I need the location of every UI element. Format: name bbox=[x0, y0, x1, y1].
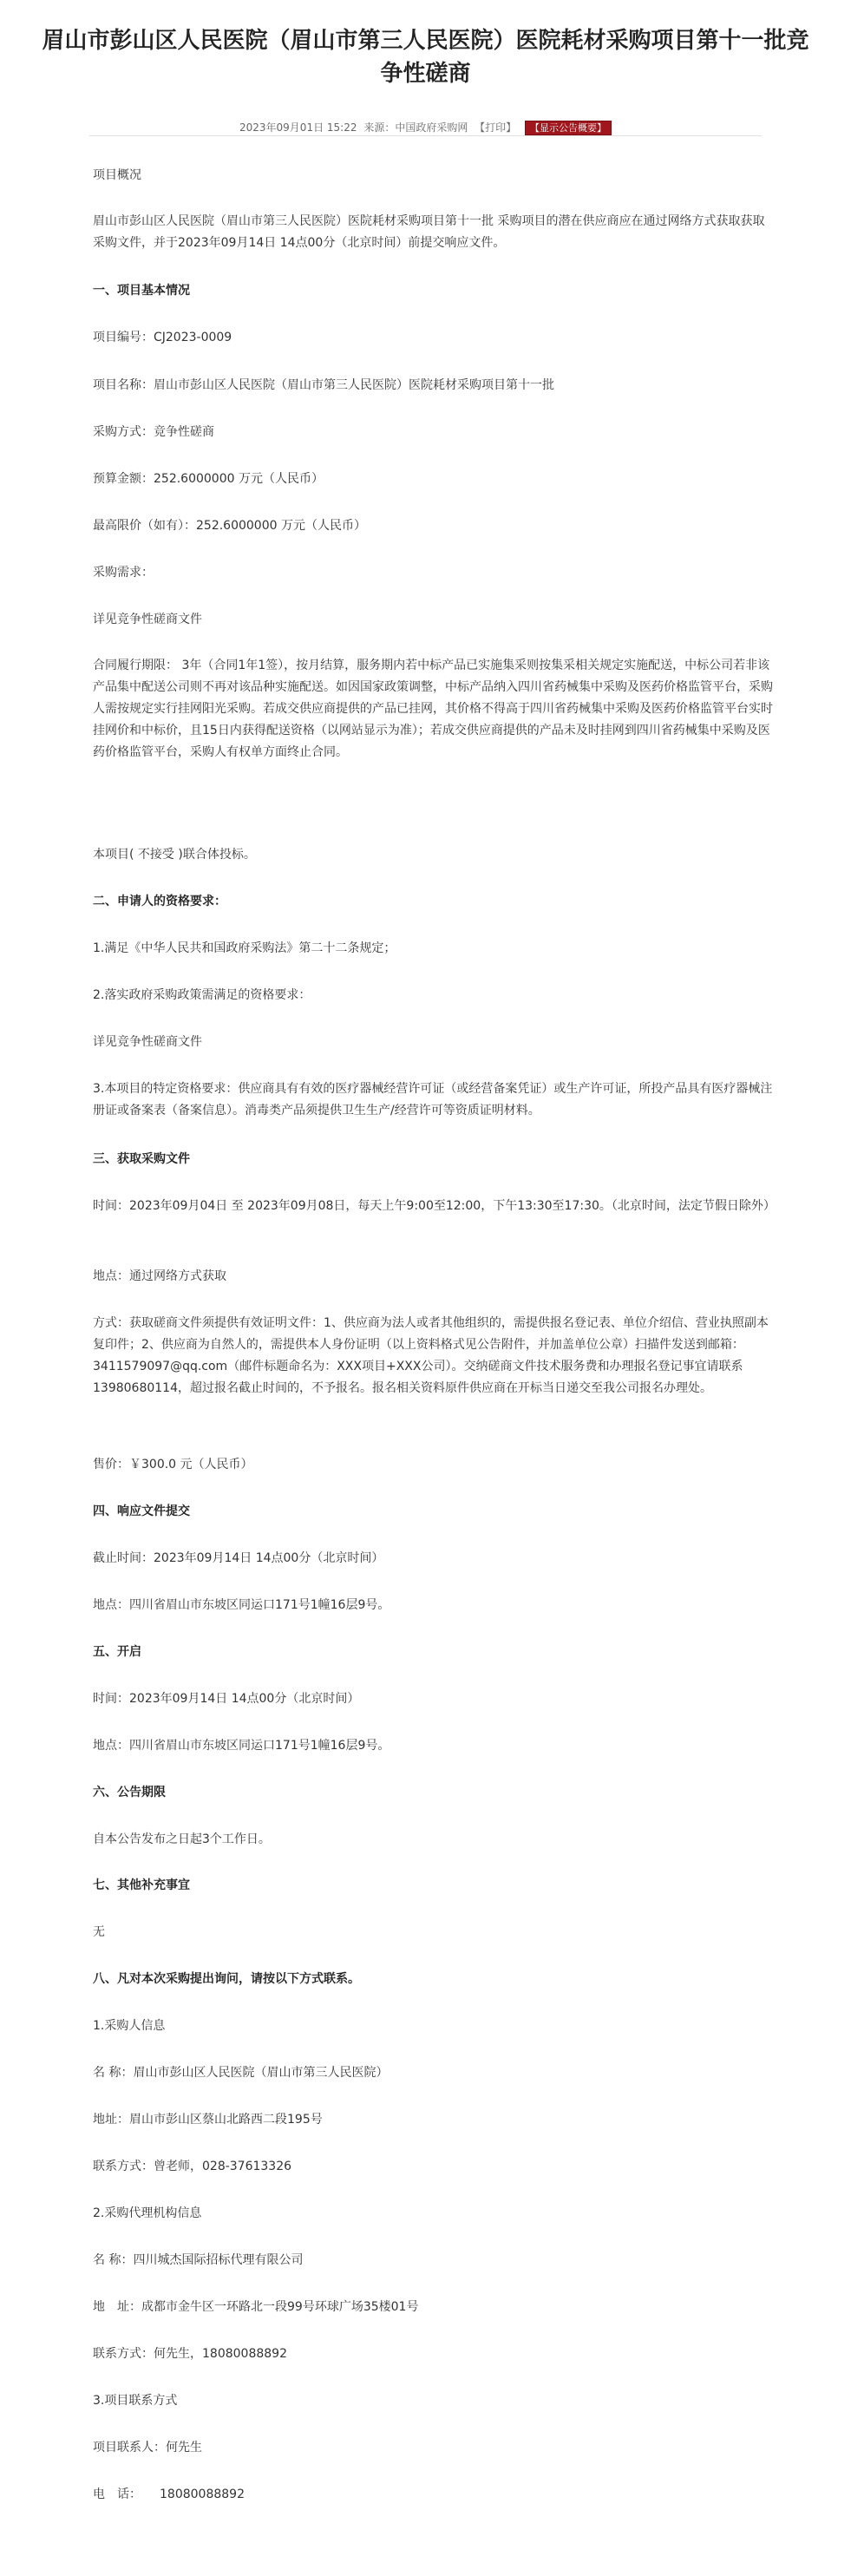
header-divider bbox=[89, 135, 762, 136]
buyer-info-heading: 1.采购人信息 bbox=[93, 2019, 166, 2033]
page-title: 眉山市彭山区人民医院（眉山市第三人民医院）医院耗材采购项目第十一批竞争性磋商 bbox=[42, 28, 809, 87]
agent-info-heading: 2.采购代理机构信息 bbox=[93, 2206, 202, 2220]
section-heading-basic-info: 一、项目基本情况 bbox=[93, 284, 190, 298]
budget-amount: 预算金额：252.6000000 万元（人民币） bbox=[93, 472, 324, 486]
procurement-method: 采购方式：竞争性磋商 bbox=[93, 425, 214, 439]
section-heading-contact: 八、凡对本次采购提出询问，请按以下方式联系。 bbox=[93, 1972, 360, 1986]
agent-name: 名 称：四川城杰国际招标代理有限公司 bbox=[93, 2253, 304, 2267]
buyer-name: 名 称：眉山市彭山区人民医院（眉山市第三人民医院） bbox=[93, 2066, 389, 2080]
document-method: 方式：获取磋商文件须提供有效证明文件：1、供应商为法人或者其他组织的，需提供报名登记表、单位介绍信、营业执照副本复印件；2、供应商为自然人的，需提供本人身份证明（以上资料格式见公告附件，并加盖单位公章）扫描件发送到邮箱：3411579097@qq.com（邮件标题命名为：XXX项目+XXX公司）。交纳磋商文件技术服务费和办理报名登记事宜请联系13980680114，超过报名截止时间的，不予报名。报名相关资料原件供应商在开标当日递交至我公司报名办理处。 bbox=[93, 1316, 769, 1395]
project-contact-heading: 3.项目联系方式 bbox=[93, 2394, 178, 2408]
project-contact-phone: 电 话： 18080088892 bbox=[93, 2488, 245, 2501]
section-heading-opening: 五、开启 bbox=[93, 1645, 141, 1659]
other-matters-text: 无 bbox=[93, 1925, 105, 1939]
project-name: 项目名称：眉山市彭山区人民医院（眉山市第三人民医院）医院耗材采购项目第十一批 bbox=[93, 378, 554, 392]
contract-period: 合同履行期限： 3年（合同1年1签），按月结算，服务期内若中标产品已实施集采则按集采相关规定实施配送，中标公司若非该产品集中配送公司则不再对该品种实施配送。如因国家政策调整，中标产品纳入四川省药械集中采购及医药价格监管平台，采购人需按规定实行挂网阳光采购。若成交供应商提供的产品已挂网，其价格不得高于四川省药械集中采购及医药价格监管平台实时挂网价和中标价，且15日内获得配送资格（以网站显示为准）；若成交供应商提供的产品未及时挂网到四川省药械集中采购及医药价格监管平台，采购人有权单方面终止合同。 bbox=[93, 659, 773, 759]
show-summary-button[interactable]: 【显示公告概要】 bbox=[525, 121, 612, 135]
source-label: 来源：中国政府采购网 bbox=[363, 121, 468, 134]
agent-address: 地 址：成都市金牛区一环路北一段99号环球广场35楼01号 bbox=[93, 2300, 419, 2314]
demand-label: 采购需求： bbox=[93, 566, 154, 580]
section-heading-other-matters: 七、其他补充事宜 bbox=[93, 1878, 190, 1892]
publish-date: 2023年09月01日 15:22 bbox=[239, 121, 357, 134]
max-price: 最高限价（如有）：252.6000000 万元（人民币） bbox=[93, 519, 366, 533]
submission-place: 地点：四川省眉山市东坡区同运口171号1幢16层9号。 bbox=[93, 1598, 390, 1612]
opening-time: 时间：2023年09月14日 14点00分（北京时间） bbox=[93, 1692, 360, 1706]
qualification-item-1: 1.满足《中华人民共和国政府采购法》第二十二条规定； bbox=[93, 941, 396, 955]
project-number: 项目编号：CJ2023-0009 bbox=[93, 331, 232, 344]
project-contact-person: 项目联系人：何先生 bbox=[93, 2441, 202, 2455]
print-link[interactable]: 【打印】 bbox=[475, 121, 517, 134]
demand-detail: 详见竞争性磋商文件 bbox=[93, 613, 202, 626]
joint-bid-note: 本项目( 不接受 )联合体投标。 bbox=[93, 848, 256, 862]
qualification-item-2: 2.落实政府采购政策需满足的资格要求： bbox=[93, 988, 311, 1002]
buyer-address: 地址：眉山市彭山区蔡山北路西二段195号 bbox=[93, 2113, 323, 2127]
buyer-contact: 联系方式：曾老师，028-37613326 bbox=[93, 2160, 292, 2173]
overview-text: 眉山市彭山区人民医院（眉山市第三人民医院）医院耗材采购项目第十一批 采购项目的潜在供应商应在通过网络方式获取获取采购文件，并于2023年09月14日 14点00分（北京时间）前提交响应文件。 bbox=[93, 214, 765, 250]
section-heading-qualifications: 二、申请人的资格要求： bbox=[93, 895, 226, 908]
article-header bbox=[0, 0, 851, 135]
document-time: 时间：2023年09月04日 至 2023年09月08日，每天上午9:00至12:00，下午13:30至17:30。（北京时间，法定节假日除外） bbox=[93, 1199, 776, 1213]
overview-heading: 项目概况 bbox=[93, 168, 141, 182]
document-place: 地点：通过网络方式获取 bbox=[93, 1269, 226, 1283]
article-meta bbox=[0, 120, 851, 135]
qualification-item-2-detail: 详见竞争性磋商文件 bbox=[93, 1035, 202, 1049]
opening-place: 地点：四川省眉山市东坡区同运口171号1幢16层9号。 bbox=[93, 1739, 390, 1753]
section-heading-submission: 四、响应文件提交 bbox=[93, 1504, 190, 1518]
qualification-item-3: 3.本项目的特定资格要求：供应商具有有效的医疗器械经营许可证（或经营备案凭证）或生产许可证，所投产品具有医疗器械注册证或备案表（备案信息）。消毒类产品须提供卫生生产/经营许可等资质证明材料。 bbox=[93, 1082, 773, 1118]
agent-contact: 联系方式：何先生，18080088892 bbox=[93, 2347, 287, 2361]
document-price: 售价：￥300.0 元（人民币） bbox=[93, 1458, 253, 1472]
section-heading-notice-period: 六、公告期限 bbox=[93, 1786, 166, 1799]
notice-period-text: 自本公告发布之日起3个工作日。 bbox=[93, 1832, 271, 1846]
submission-deadline: 截止时间：2023年09月14日 14点00分（北京时间） bbox=[93, 1551, 384, 1565]
section-heading-get-documents: 三、获取采购文件 bbox=[93, 1152, 190, 1166]
